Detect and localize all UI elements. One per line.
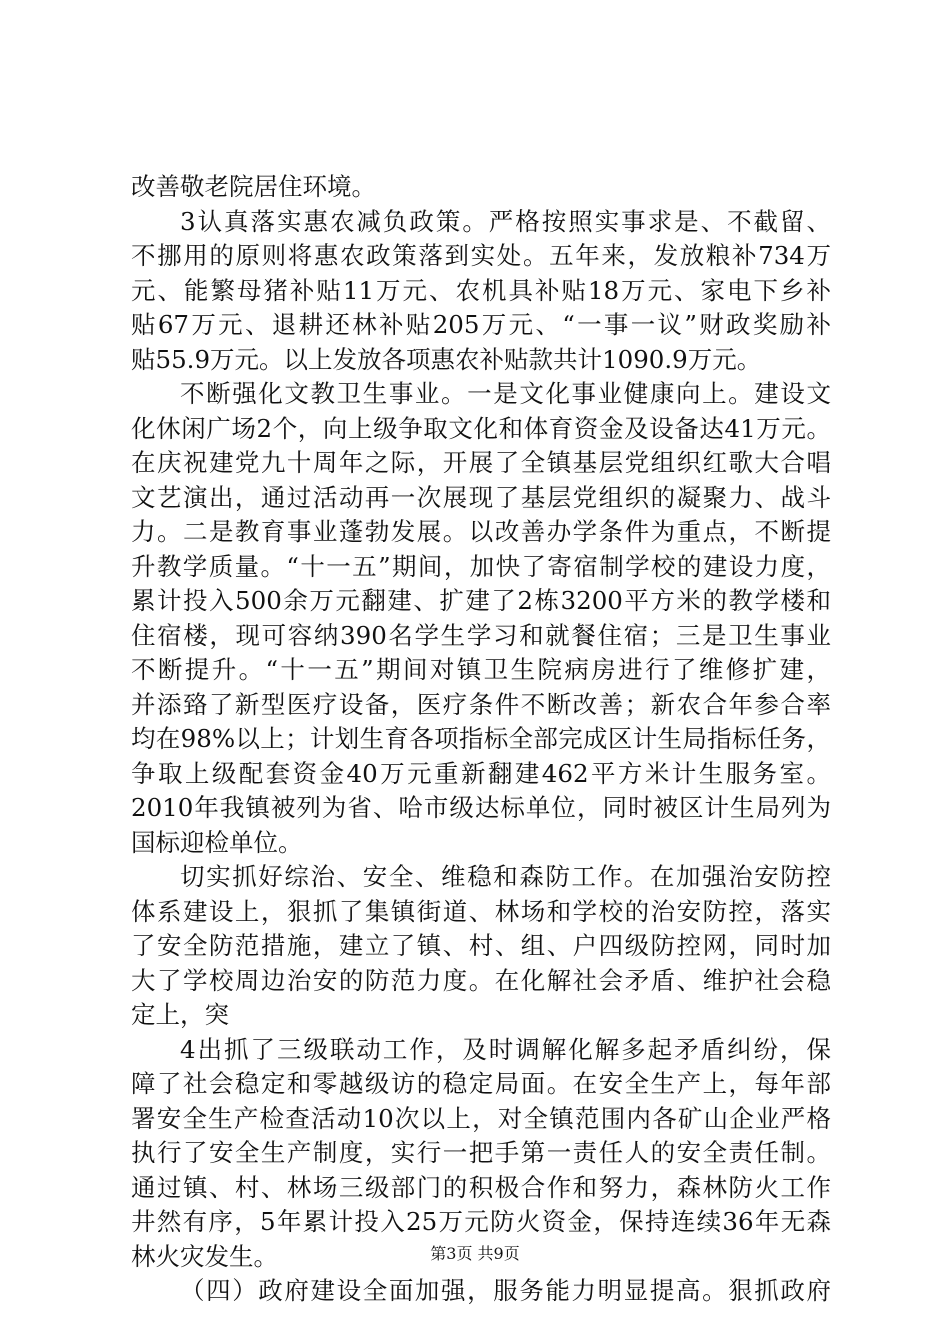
text-line: 不挪用的原则将惠农政策落到实处。五年来，发放粮补734万 [131,241,831,270]
text-line: 不断强化文教卫生事业。一是文化事业健康向上。建设文 [180,379,831,408]
text-line: 大了学校周边治安的防范力度。在化解社会矛盾、维护社会稳 [131,965,831,995]
text-line: 切实抓好综治、安全、维稳和森防工作。在加强治安防控 [180,862,831,891]
text-line: 改善敬老院居住环境。 [131,172,376,201]
text-line: 障了社会稳定和零越级访的稳定局面。在安全生产上，每年部 [131,1069,831,1098]
text-line: 累计投入500余万元翻建、扩建了2栋3200平方米的教学楼和 [131,586,831,615]
text-line: 3认真落实惠农减负政策。严格按照实事求是、不截留、 [180,206,831,236]
text-line: 不断提升。“十一五”期间对镇卫生院病房进行了维修扩建， [131,655,831,684]
text-line: 体系建设上，狠抓了集镇街道、林场和学校的治安防控，落实 [131,896,831,926]
text-line: 4出抓了三级联动工作，及时调解化解多起矛盾纠纷，保 [180,1034,831,1064]
text-line: 元、能繁母猪补贴11万元、农机具补贴18万元、家电下乡补 [131,275,831,305]
text-line: 住宿楼，现可容纳390名学生学习和就餐住宿；三是卫生事业 [131,620,831,650]
text-line: 升教学质量。“十一五”期间，加快了寄宿制学校的建设力度， [131,551,831,581]
document-body [131,170,831,1309]
text-line: 贴55.9万元。以上发放各项惠农补贴款共计1090.9万元。 [131,344,762,374]
text-line: 通过镇、村、林场三级部门的积极合作和努力，森林防火工作 [131,1172,831,1202]
text-line: 林火灾发生。 [131,1241,278,1271]
text-line: 国标迎检单位。 [131,827,303,857]
text-line: 化休闲广场2个，向上级争取文化和体育资金及设备达41万元。 [131,413,831,443]
text-line: 争取上级配套资金40万元重新翻建462平方米计生服务室。 [131,758,831,788]
text-line: 署安全生产检查活动10次以上，对全镇范围内各矿山企业严格 [131,1103,831,1133]
text-line: 均在98%以上；计划生育各项指标全部完成区计生局指标任务， [131,724,831,753]
text-line: 在庆祝建党九十周年之际，开展了全镇基层党组织红歌大合唱 [131,448,831,477]
text-line: 力。二是教育事业蓬勃发展。以改善办学条件为重点，不断提 [131,517,831,546]
text-line: 贴67万元、退耕还林补贴205万元、“一事一议”财政奖励补 [131,310,831,339]
text-line: 并添臵了新型医疗设备，医疗条件不断改善；新农合年参合率 [131,689,831,719]
text-line: 了安全防范措施，建立了镇、村、组、户四级防控网，同时加 [131,931,831,960]
text-line: 执行了安全生产制度，实行一把手第一责任人的安全责任制。 [131,1138,831,1167]
text-line: 井然有序，5年累计投入25万元防火资金，保持连续36年无森 [131,1207,831,1236]
text-line: （四）政府建设全面加强，服务能力明显提高。狠抓政府 [180,1276,831,1305]
text-line: 2010年我镇被列为省、哈市级达标单位，同时被区计生局列为 [131,793,831,822]
text-line: 文艺演出，通过活动再一次展现了基层党组织的凝聚力、战斗 [131,482,831,512]
page-footer: 第3页 共9页 [430,1244,520,1263]
text-line: 定上，突 [131,1000,229,1029]
